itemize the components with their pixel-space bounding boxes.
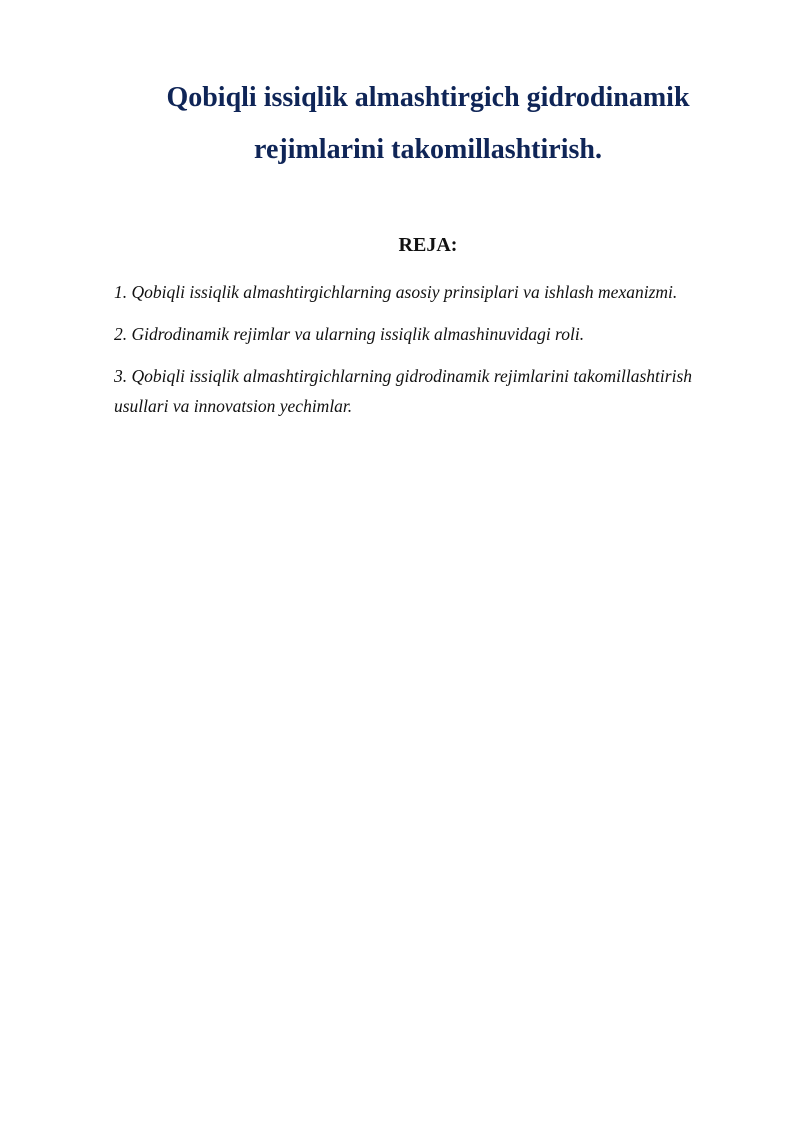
- plan-item-2: 2. Gidrodinamik rejimlar va ularning issiqlik almashinuvidagi roli.: [114, 324, 585, 344]
- plan-item-3: 3. Qobiqli issiqlik almashtirgichlarning gidrodinamik rejimlarini takomillashtirish usullari va innovatsion yechimlar.: [114, 366, 693, 416]
- plan-heading: REJA:: [398, 234, 458, 256]
- document-title: [114, 72, 742, 176]
- plan-item-1: 1. Qobiqli issiqlik almashtirgichlarning asosiy prinsiplari va ishlash mexanizmi.: [114, 282, 678, 302]
- title-line-1: Qobiqli issiqlik almashtirgich gidrodinamik: [166, 82, 690, 113]
- title-line-2: rejimlarini takomillashtirish.: [254, 134, 602, 165]
- plan-list: [114, 277, 744, 433]
